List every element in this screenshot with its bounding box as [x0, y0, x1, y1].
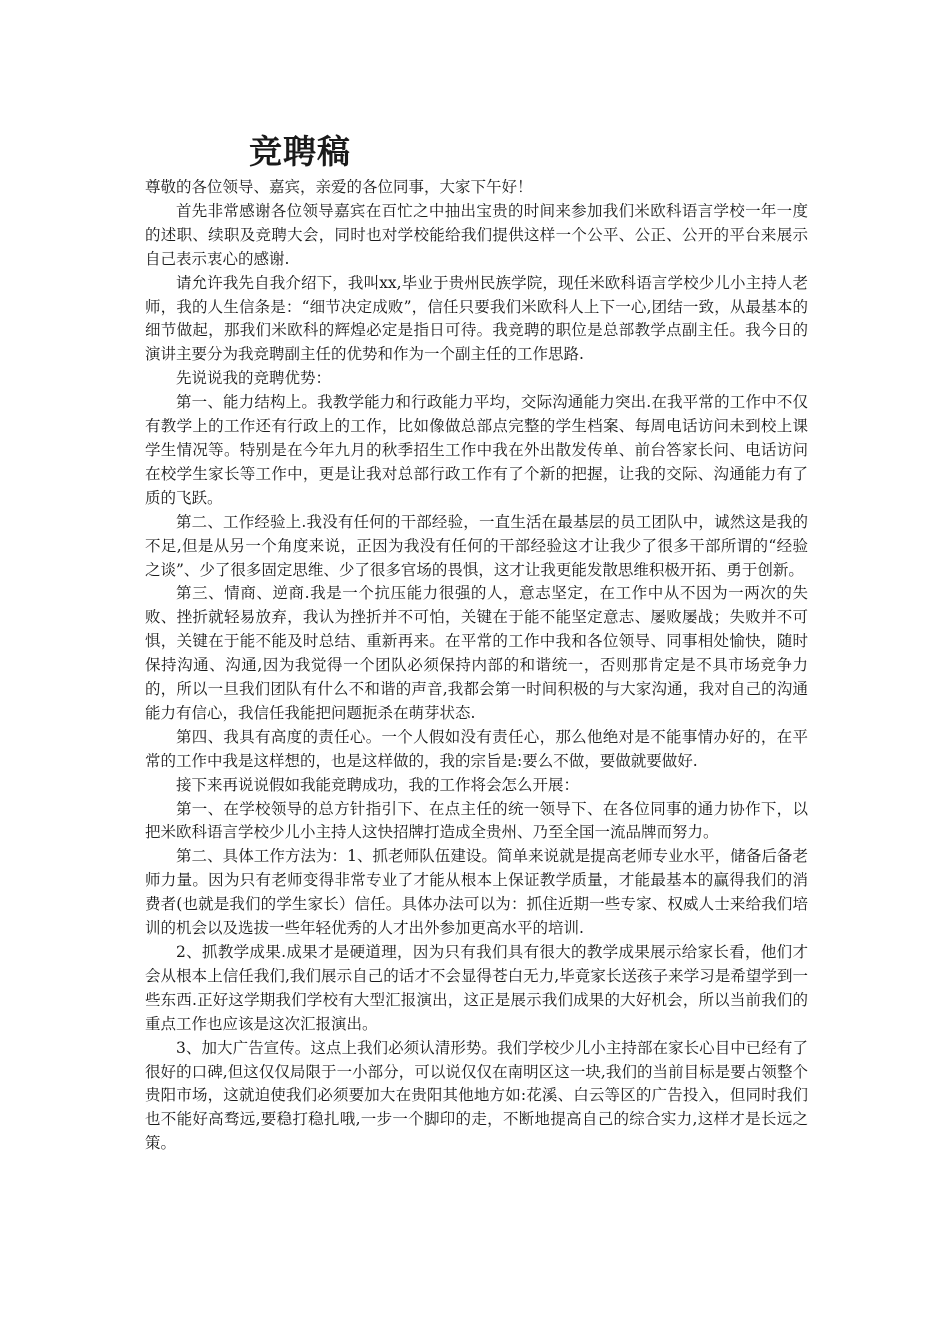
paragraph-plan-1: 第一、在学校领导的总方针指引下、在点主任的统一领导下、在各位同事的通力协作下，以把米欧科语言学校少儿小主持人这快招牌打造成全贵州、乃至全国一流品牌而努力。 [145, 799, 808, 842]
paragraph-advantages-heading: 先说说我的竞聘优势： [176, 369, 332, 388]
paragraph-plan-heading: 接下来再说说假如我能竞聘成功，我的工作将会怎么开展： [176, 775, 580, 794]
paragraph-introduction: 请允许我先自我介绍下，我叫xx,毕业于贵州民族学院，现任米欧科语言学校少儿小主持人老师，我的人生信条是：“细节决定成败”，信任只要我们米欧科人上下一心,团结一致，从最基本的细节做起，那我们米欧科的辉煌必定是指日可待。我竞聘的职位是总部教学点副主任。我今日的演讲主要分为我竞聘副主任的优势和作为一个副主任的工作思路. [145, 273, 808, 364]
paragraph-advantage-3: 第三、情商、逆商.我是一个抗压能力很强的人，意志坚定，在工作中从不因为一两次的失败、挫折就轻易放弃，我认为挫折并不可怕，关键在于能不能坚定意志、屡败屡战；失败并不可惧，关键在于能不能及时总结、重新再来。在平常的工作中我和各位领导、同事相处愉快，随时保持沟通、沟通,因为我觉得一个团队必须保持内部的和谐统一，否则那肯定是不具市场竞争力的，所以一旦我们团队有什么不和谐的声音,我都会第一时间积极的与大家沟通，我对自己的沟通能力有信心，我信任我能把问题扼杀在萌芽状态. [145, 584, 808, 722]
paragraph-plan-2: 第二、具体工作方法为：1、抓老师队伍建设。简单来说就是提高老师专业水平，储备后备老师力量。因为只有老师变得非常专业了才能从根本上保证教学质量，才能最基本的赢得我们的消费者(也就是我们的学生家长）信任。具体办法可以为：抓住近期一些专家、权威人士来给我们培训的机会以及选拔一些年轻优秀的人才出外参加更高水平的培训. [145, 847, 808, 938]
paragraph-plan-2-item-2: 2、抓教学成果.成果才是硬道理，因为只有我们具有很大的教学成果展示给家长看，他们才会从根本上信任我们,我们展示自己的话才不会显得苍白无力,毕竟家长送孩子来学习是希望学到一些东西.正好这学期我们学校有大型汇报演出，这正是展示我们成果的大好机会，所以当前我们的重点工作也应该是这次汇报演出。 [145, 943, 808, 1033]
paragraph-thanks: 首先非常感谢各位领导嘉宾在百忙之中抽出宝贵的时间来参加我们米欧科语言学校一年一度的述职、续职及竞聘大会，同时也对学校能给我们提供这样一个公平、公正、公开的平台来展示自己表示衷心的感谢. [145, 201, 808, 268]
paragraph-advantage-2: 第二、工作经验上.我没有任何的干部经验，一直生活在最基层的员工团队中，诚然这是我的不足,但是从另一个角度来说，正因为我没有任何的干部经验这才让我少了很多干部所谓的“经验之谈”、少了很多固定思维、少了很多官场的畏惧，这才让我更能发散思维积极开拓、勇于创新。 [145, 512, 808, 579]
document-body [145, 176, 808, 1156]
paragraph-advantage-1: 第一、能力结构上。我教学能力和行政能力平均，交际沟通能力突出.在我平常的工作中不仅有教学上的工作还有行政上的工作，比如像做总部点完整的学生档案、每周电话访问未到校上课学生情况等。特别是在今年九月的秋季招生工作中我在外出散发传单、前台答家长问、电话访问在校学生家长等工作中，更是让我对总部行政工作有了个新的把握，让我的交际、沟通能力有了质的飞跃。 [145, 393, 808, 507]
paragraph-plan-2-item-3: 3、加大广告宣传。这点上我们必须认清形势。我们学校少儿小主持部在家长心目中已经有了很好的口碑,但这仅仅局限于一小部分，可以说仅仅在南明区这一块,我们的当前目标是要占领整个贵阳市场，这就迫使我们必须要加大在贵阳其他地方如:花溪、白云等区的广告投入，但同时我们也不能好高骛远,要稳打稳扎哦,一步一个脚印的走，不断地提高自己的综合实力,这样才是长远之策。 [145, 1038, 808, 1153]
paragraph-greeting: 尊敬的各位领导、嘉宾，亲爱的各位同事，大家下午好！ [145, 178, 533, 196]
paragraph-advantage-4: 第四、我具有高度的责任心。一个人假如没有责任心，那么他绝对是不能事情办好的，在平常的工作中我是这样想的，也是这样做的，我的宗旨是:要么不做，要做就要做好. [145, 727, 808, 770]
document-title: 竞聘稿 [249, 132, 351, 171]
document-page [145, 128, 808, 1156]
